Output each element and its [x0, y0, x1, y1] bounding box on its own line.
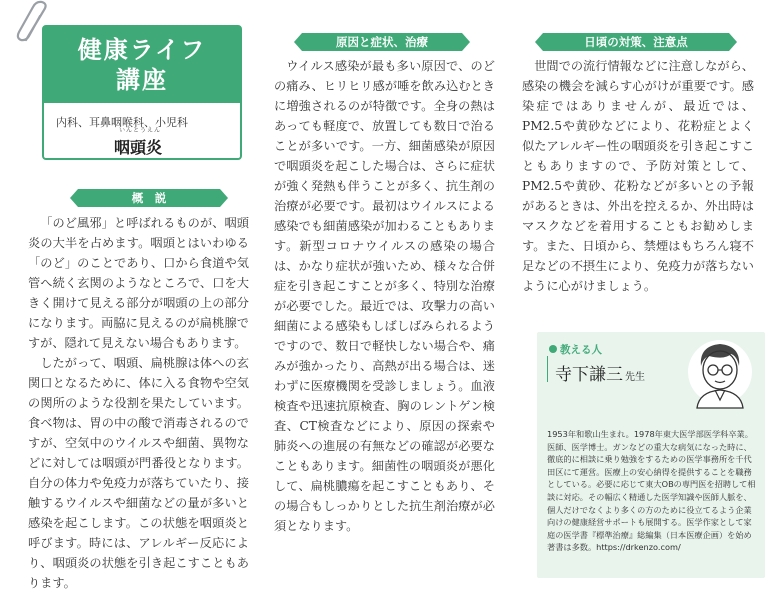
teacher-name: 寺下謙三 先生 [555, 365, 645, 385]
bullet-icon [549, 345, 557, 353]
page-subtitle: 講座 [116, 66, 168, 94]
departments: 内科、耳鼻咽喉科、小児科 [56, 116, 188, 129]
title-card [42, 25, 242, 160]
cause-heading: 原因と症状、治療 [302, 33, 462, 51]
divider [547, 356, 548, 382]
disease-name: 咽頭炎 [114, 138, 163, 157]
overview-paragraph-2: したがって、咽頭、扁桃腺は体への玄関口となるために、体に入る食物や空気の関所のような役割を果たしています。食べ物は、胃の中の酸で消毒されるのですが、空気中のウイルスや細菌、異物などに対しては咽頭が門番役となります。自分の体力や免疫力が落ちていたり、接触するウイルスや細菌などの量が多いと感染を起こします。この状態を咽頭炎と呼びます。時には、アレルギー反応により、咽頭炎の状態を引き起こすこともあります。 [28, 356, 249, 590]
page-title: 健康ライフ [77, 36, 207, 64]
prevention-body [522, 56, 754, 296]
cause-body [274, 56, 495, 536]
teacher-label: 教える人 [549, 342, 602, 357]
prevention-paragraph-1: 世間での流行情報などに注意しながら、感染の機会を減らす心がけが重要です。感染症ではありませんが、最近では、PM2.5や黄砂などにより、花粉症とよく似たアレルギー性の咽頭炎を引き起こすこともありますので、予防対策として、PM2.5や黄砂、花粉などが多いとの予報があるときは、外出を控えるか、外出時はマスクなどを着用することもお勧めします。また、日頃から、禁煙はもちろん寝不足などの不摂生により、免疫力が落ちないように心がけましょう。 [522, 59, 754, 293]
prevention-heading: 日頃の対策、注意点 [543, 33, 729, 51]
overview-heading: 概 説 [78, 189, 220, 207]
doctor-portrait-icon [687, 338, 753, 410]
title-band [44, 27, 240, 103]
teacher-bio: 1953年和歌山生まれ。1978年東大医学部医学科卒業。医師、医学博士。ガンなどの重大な病気になった時に、徹底的に相談に乗り勉強をするための医学事務所を千代田区にて運営。医療上の安心納得を提供することを職務としている。必要に応じて東大OBの専門医を招聘して相談に対応。その幅広く精通した医学知識や医師人脈を、個人だけでなくより多くの方のために役立てるよう企業向けの健康経営サポートも展開する。医学作家として家庭の医学書『標準治療』総編集（日本医療企画）を始め著書は多数。https://drkenzo.com/ [547, 429, 756, 553]
disease-ruby: いんとうえん [119, 127, 162, 134]
teacher-profile [537, 332, 765, 578]
overview-body [28, 213, 249, 593]
overview-paragraph-1: 「のど風邪」と呼ばれるものが、咽頭炎の大半を占めます。咽頭とはいわゆる「のど」のことであり、口から食道や気管へ続く玄関のようなところで、口を大きく開けて見える部分が咽頭の上の部分になります。両脇に見えるのが扁桃腺ですが、隠れて見えない場合もあります。 [28, 216, 249, 350]
cause-paragraph-1: ウイルス感染が最も多い原因で、のどの痛み、ヒリヒリ感が唾を飲み込むときに増強されるのが特徴です。全身の熱はあっても軽度で、放置しても数日で治ることが多いです。一方、細菌感染が原因で咽頭炎を起こした場合は、さらに症状が強く発熱も伴うことが多く、抗生剤の治療が必要です。最初はウイルスによる感染でも細菌感染が加わることもあります。新型コロナウイルスの感染の場合は、かなり症状が強いため、様々な合併症を引き起こすことが多く、特別な治療が必要でした。最近では、攻撃力の高い細菌による感染もしばしばみられるようですので、数日で軽快しない場合や、痛みが強かったり、高熱が出る場合は、迷わずに医療機関を受診しましょう。血液検査や迅速抗原検査、胸のレントゲン検査、CT検査などにより、原因の探索や肺炎への進展の有無などの確認が必要なこともあります。細菌性の咽頭炎が悪化して、扁桃膿瘍を起こすこともあり、その場合もしっかりとした抗生剤治療が必須となります。 [274, 59, 495, 533]
